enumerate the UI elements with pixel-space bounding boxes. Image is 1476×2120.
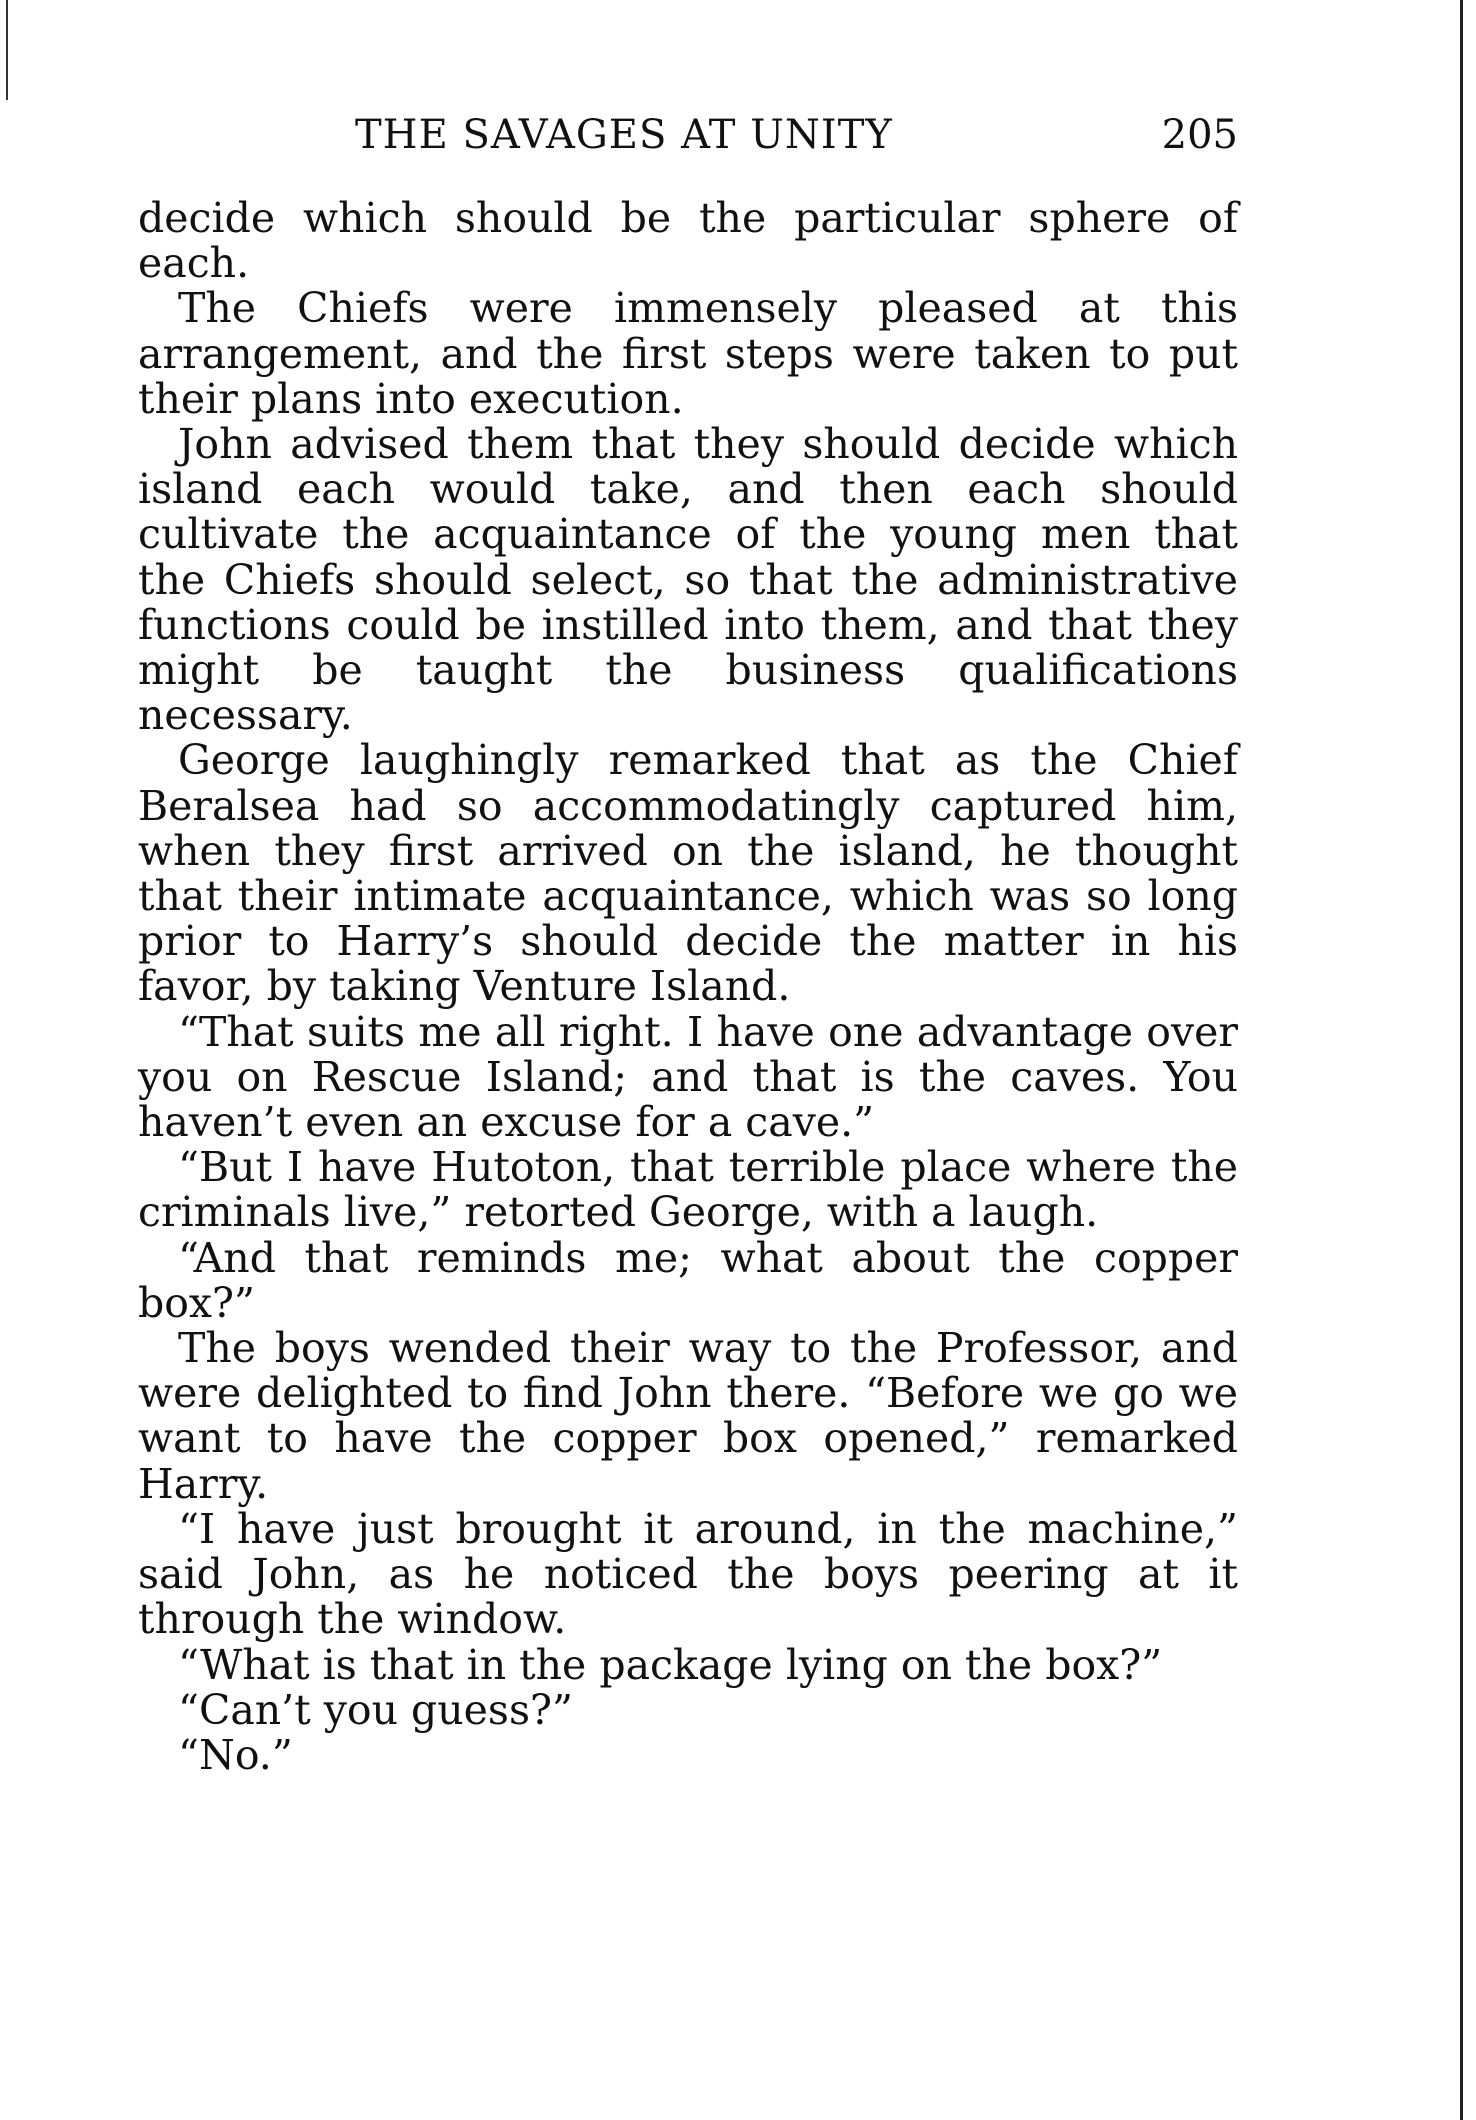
paragraph: “I have just brought it around, in the machine,” said John, as he noticed the boys peering at it through the window.	[138, 1504, 1238, 1644]
paragraph: George laughingly remarked that as the Chief Beralsea had so accommodatingly captured him, when they first arrived on the island, he thought that their intimate acquaintance, which was so long prior to Harry’s should decide the matter in his favor, by taking Venture Island.	[138, 736, 1238, 1011]
paragraph: “Can’t you guess?”	[178, 1685, 573, 1734]
paragraph: “What is that in the package lying on the box?”	[178, 1640, 1163, 1689]
paragraph: “But I have Hutoton, that terrible place where the criminals live,” retorted George, with a laugh.	[138, 1143, 1238, 1237]
running-title: THE SAVAGES AT UNITY	[355, 112, 893, 158]
right-page-edge	[1460, 0, 1463, 2120]
paragraph: The boys wended their way to the Professor, and were delighted to find John there. “Before we go we want to have the copper box opened,” remarked Harry.	[138, 1324, 1238, 1508]
left-page-edge	[6, 0, 8, 100]
paragraph: decide which should be the particular sphere of each.	[138, 194, 1238, 288]
paragraph: John advised them that they should decide which island each would take, and then each should cultivate the acquaintance of the young men that the Chiefs should select, so that the administrative functions could be instilled into them, and that they might be taught the business qualifications necessary.	[138, 420, 1238, 740]
paragraph: The Chiefs were immensely pleased at this arrangement, and the first steps were taken to put their plans into execution.	[138, 284, 1238, 423]
paragraph: “No.”	[178, 1730, 293, 1779]
paragraph: “And that reminds me; what about the copper box?”	[138, 1233, 1238, 1327]
paragraph: “That suits me all right. I have one advantage over you on Rescue Island; and that is the caves. You haven’t even an excuse for a cave.”	[138, 1007, 1238, 1147]
page-number: 205	[1161, 112, 1238, 158]
running-head	[138, 105, 1238, 165]
body-text	[138, 196, 1238, 1778]
